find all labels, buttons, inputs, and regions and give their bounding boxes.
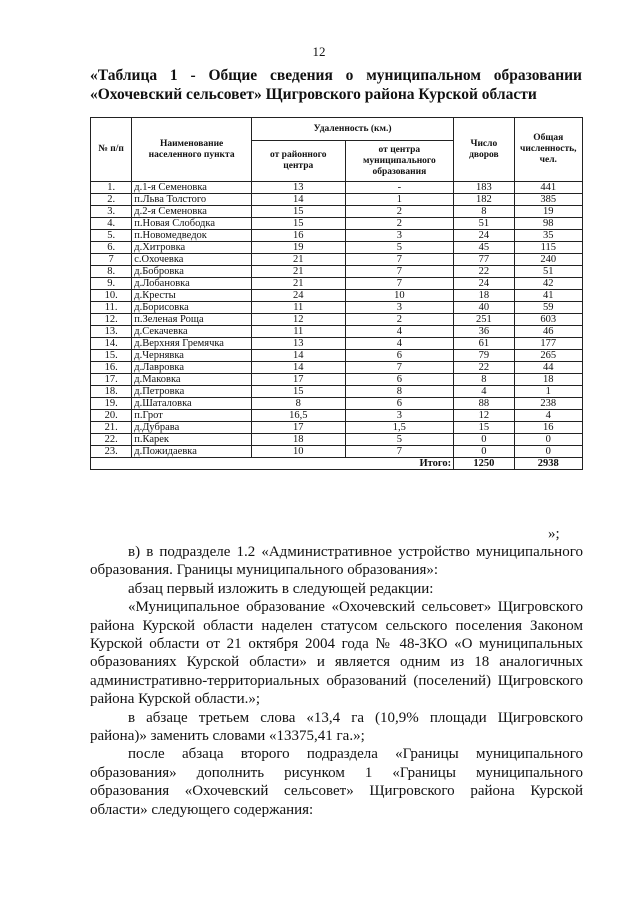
- cell-dist-mun: 3: [345, 230, 454, 242]
- cell-dist-mun: 6: [345, 350, 454, 362]
- cell-num: 1.: [91, 182, 132, 194]
- cell-dist-mun: 1: [345, 194, 454, 206]
- table-row: [91, 230, 583, 242]
- cell-yards: 22: [454, 266, 514, 278]
- cell-dist-center: 11: [251, 302, 345, 314]
- table-row: [91, 278, 583, 290]
- cell-num: 6.: [91, 242, 132, 254]
- total-blank-1: [91, 458, 132, 470]
- cell-name: д.Маковка: [132, 374, 252, 386]
- cell-name: д.Шаталовка: [132, 398, 252, 410]
- cell-population: 16: [514, 422, 582, 434]
- cell-dist-mun: 4: [345, 326, 454, 338]
- cell-yards: 61: [454, 338, 514, 350]
- cell-dist-mun: 6: [345, 398, 454, 410]
- cell-yards: 0: [454, 434, 514, 446]
- cell-num: 15.: [91, 350, 132, 362]
- cell-dist-mun: 8: [345, 386, 454, 398]
- cell-population: 441: [514, 182, 582, 194]
- cell-population: 4: [514, 410, 582, 422]
- cell-population: 18: [514, 374, 582, 386]
- cell-dist-mun: 2: [345, 206, 454, 218]
- table-row: [91, 242, 583, 254]
- quote-close: »;: [548, 526, 560, 542]
- cell-num: 13.: [91, 326, 132, 338]
- header-dist-mun: от центра муниципального образования: [345, 141, 454, 182]
- cell-num: 5.: [91, 230, 132, 242]
- cell-dist-center: 8: [251, 398, 345, 410]
- header-name: Наименование населенного пункта: [132, 118, 252, 182]
- header-dist-center: от районного центра: [251, 141, 345, 182]
- cell-dist-mun: 5: [345, 434, 454, 446]
- table-row: [91, 362, 583, 374]
- cell-dist-mun: 7: [345, 446, 454, 458]
- cell-name: д.Верхняя Гремячка: [132, 338, 252, 350]
- cell-name: д.1-я Семеновка: [132, 182, 252, 194]
- total-label-cell: [132, 458, 454, 470]
- cell-population: 35: [514, 230, 582, 242]
- table-row: [91, 254, 583, 266]
- cell-population: 238: [514, 398, 582, 410]
- cell-dist-center: 15: [251, 218, 345, 230]
- cell-dist-mun: 3: [345, 410, 454, 422]
- table-row: [91, 266, 583, 278]
- cell-population: 41: [514, 290, 582, 302]
- cell-population: 46: [514, 326, 582, 338]
- cell-num: 14.: [91, 338, 132, 350]
- cell-yards: 45: [454, 242, 514, 254]
- cell-dist-mun: 2: [345, 218, 454, 230]
- cell-name: д.Дубрава: [132, 422, 252, 434]
- cell-yards: 88: [454, 398, 514, 410]
- cell-dist-mun: 10: [345, 290, 454, 302]
- cell-dist-mun: -: [345, 182, 454, 194]
- cell-num: 18.: [91, 386, 132, 398]
- table-row: [91, 374, 583, 386]
- cell-dist-center: 21: [251, 266, 345, 278]
- cell-name: с.Охочевка: [132, 254, 252, 266]
- cell-dist-mun: 7: [345, 254, 454, 266]
- cell-population: 385: [514, 194, 582, 206]
- cell-num: 2.: [91, 194, 132, 206]
- cell-num: 8.: [91, 266, 132, 278]
- table-row: [91, 218, 583, 230]
- table-row: [91, 314, 583, 326]
- cell-num: 12.: [91, 314, 132, 326]
- cell-yards: 4: [454, 386, 514, 398]
- cell-population: 98: [514, 218, 582, 230]
- cell-yards: 77: [454, 254, 514, 266]
- cell-dist-mun: 1,5: [345, 422, 454, 434]
- table-row: [91, 338, 583, 350]
- cell-dist-center: 12: [251, 314, 345, 326]
- cell-num: 19.: [91, 398, 132, 410]
- table-row: [91, 182, 583, 194]
- table-row: [91, 398, 583, 410]
- cell-dist-center: 24: [251, 290, 345, 302]
- cell-name: п.Грот: [132, 410, 252, 422]
- cell-name: п.Новая Слободка: [132, 218, 252, 230]
- cell-population: 240: [514, 254, 582, 266]
- cell-dist-mun: 5: [345, 242, 454, 254]
- cell-population: 51: [514, 266, 582, 278]
- paragraph-4: в абзаце третьем слова «13,4 га (10,9% площади Щигровского района)» заменить словами «13375,41 га.»;: [90, 709, 583, 745]
- cell-yards: 18: [454, 290, 514, 302]
- cell-name: д.Секачевка: [132, 326, 252, 338]
- page-number: 12: [312, 44, 326, 59]
- table-row: [91, 206, 583, 218]
- cell-dist-center: 19: [251, 242, 345, 254]
- cell-name: д.Борисовка: [132, 302, 252, 314]
- cell-population: 115: [514, 242, 582, 254]
- cell-num: 10.: [91, 290, 132, 302]
- table-row: [91, 350, 583, 362]
- cell-yards: 8: [454, 374, 514, 386]
- cell-dist-mun: 7: [345, 266, 454, 278]
- cell-yards: 24: [454, 278, 514, 290]
- cell-name: д.Петровка: [132, 386, 252, 398]
- header-distance: Удаленность (км.): [251, 118, 453, 141]
- paragraph-1: в) в подразделе 1.2 «Административное устройство муниципального образования. Границы муниципального образования»:: [90, 544, 583, 579]
- cell-population: 42: [514, 278, 582, 290]
- cell-dist-center: 14: [251, 194, 345, 206]
- cell-num: 23.: [91, 446, 132, 458]
- cell-yards: 8: [454, 206, 514, 218]
- cell-yards: 79: [454, 350, 514, 362]
- cell-yards: 40: [454, 302, 514, 314]
- total-row: [91, 458, 583, 470]
- cell-num: 16.: [91, 362, 132, 374]
- cell-dist-center: 16,5: [251, 410, 345, 422]
- cell-yards: 51: [454, 218, 514, 230]
- cell-num: 21.: [91, 422, 132, 434]
- cell-dist-mun: 7: [345, 362, 454, 374]
- cell-dist-center: 11: [251, 326, 345, 338]
- table-row: [91, 194, 583, 206]
- settlements-table: [90, 117, 583, 470]
- cell-population: 0: [514, 446, 582, 458]
- total-population: 2938: [514, 458, 582, 470]
- cell-population: 177: [514, 338, 582, 350]
- cell-population: 59: [514, 302, 582, 314]
- cell-num: 20.: [91, 410, 132, 422]
- table-row: [91, 422, 583, 434]
- cell-dist-center: 17: [251, 422, 345, 434]
- total-label: Итого:: [419, 458, 452, 469]
- header-yards: Число дворов: [454, 118, 514, 182]
- table-row: [91, 446, 583, 458]
- cell-yards: 12: [454, 410, 514, 422]
- paragraph-2: абзац первый изложить в следующей редакции:: [128, 580, 434, 597]
- cell-yards: 36: [454, 326, 514, 338]
- paragraph-3: «Муниципальное образование «Охочевский сельсовет» Щигровского района Курской области наделен статусом сельского поселения Законом Курской области от 21 октября 2004 года № 48-ЗКО «О муниципальных образованиях Курской области» и является одним из 18 аналогичных административно-территориальных образований (поселений) Щигровского района Курской области.»;: [90, 599, 583, 708]
- cell-num: 11.: [91, 302, 132, 314]
- table-body: [91, 182, 583, 458]
- table-row: [91, 302, 583, 314]
- cell-dist-center: 21: [251, 278, 345, 290]
- cell-dist-center: 13: [251, 182, 345, 194]
- cell-yards: 22: [454, 362, 514, 374]
- cell-dist-center: 15: [251, 386, 345, 398]
- table-row: [91, 410, 583, 422]
- cell-dist-mun: 7: [345, 278, 454, 290]
- cell-num: 3.: [91, 206, 132, 218]
- cell-dist-mun: 4: [345, 338, 454, 350]
- cell-yards: 251: [454, 314, 514, 326]
- cell-num: 9.: [91, 278, 132, 290]
- cell-num: 17.: [91, 374, 132, 386]
- cell-name: д.Пожидаевка: [132, 446, 252, 458]
- paragraph-5: после абзаца второго подраздела «Границы муниципального образования» дополнить рисунком 1 «Границы муниципального образования «Охочевский сельсовет» Щигровского района Курской области» следующего содержания:: [90, 746, 583, 818]
- cell-name: д.2-я Семеновка: [132, 206, 252, 218]
- table-title: «Таблица 1 - Общие сведения о муниципальном образовании «Охочевский сельсовет» Щигровского района Курской области: [90, 67, 582, 103]
- cell-yards: 0: [454, 446, 514, 458]
- table-row: [91, 386, 583, 398]
- cell-name: д.Бобровка: [132, 266, 252, 278]
- cell-dist-center: 18: [251, 434, 345, 446]
- cell-dist-center: 15: [251, 206, 345, 218]
- cell-name: д.Чернявка: [132, 350, 252, 362]
- table-row: [91, 434, 583, 446]
- cell-population: 44: [514, 362, 582, 374]
- cell-dist-mun: 3: [345, 302, 454, 314]
- cell-dist-mun: 6: [345, 374, 454, 386]
- cell-yards: 182: [454, 194, 514, 206]
- cell-num: 22.: [91, 434, 132, 446]
- table-row: [91, 326, 583, 338]
- cell-dist-center: 14: [251, 350, 345, 362]
- cell-population: 603: [514, 314, 582, 326]
- cell-population: 19: [514, 206, 582, 218]
- cell-yards: 15: [454, 422, 514, 434]
- cell-name: п.Новомедведок: [132, 230, 252, 242]
- cell-name: д.Лобановка: [132, 278, 252, 290]
- cell-dist-center: 13: [251, 338, 345, 350]
- cell-name: п.Льва Толстого: [132, 194, 252, 206]
- cell-population: 0: [514, 434, 582, 446]
- cell-dist-center: 14: [251, 362, 345, 374]
- cell-dist-center: 16: [251, 230, 345, 242]
- cell-population: 1: [514, 386, 582, 398]
- header-num: № п/п: [91, 118, 132, 182]
- cell-yards: 24: [454, 230, 514, 242]
- cell-dist-center: 10: [251, 446, 345, 458]
- table-row: [91, 290, 583, 302]
- cell-num: 7: [91, 254, 132, 266]
- cell-dist-mun: 2: [345, 314, 454, 326]
- cell-name: д.Кресты: [132, 290, 252, 302]
- cell-dist-center: 21: [251, 254, 345, 266]
- cell-population: 265: [514, 350, 582, 362]
- cell-dist-center: 17: [251, 374, 345, 386]
- cell-num: 4.: [91, 218, 132, 230]
- header-population: Общая численность, чел.: [514, 118, 582, 182]
- body-text: [90, 543, 583, 819]
- cell-yards: 183: [454, 182, 514, 194]
- cell-name: д.Хитровка: [132, 242, 252, 254]
- cell-name: п.Карек: [132, 434, 252, 446]
- cell-name: п.Зеленая Роща: [132, 314, 252, 326]
- total-yards: 1250: [454, 458, 514, 470]
- cell-name: д.Лавровка: [132, 362, 252, 374]
